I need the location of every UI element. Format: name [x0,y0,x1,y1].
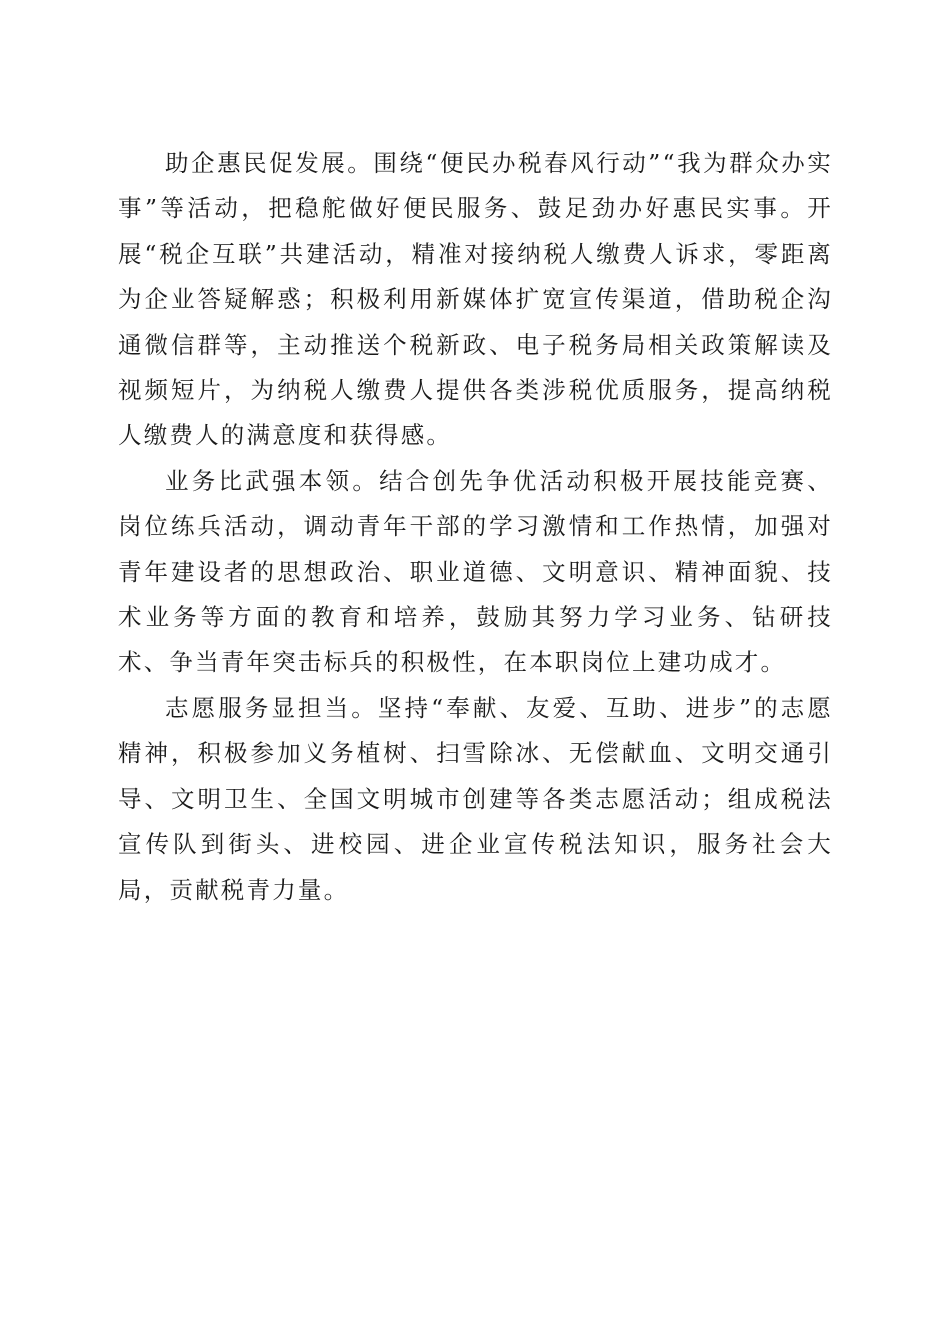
document-body [118,141,833,913]
paragraph-volunteer: 志愿服务显担当。坚持“奉献、友爱、互助、进步”的志愿精神，积极参加义务植树、扫雪除冰、无偿献血、文明交通引导、文明卫生、全国文明城市创建等各类志愿活动；组成税法宣传队到街头、进校园、进企业宣传税法知识，服务社会大局，贡献税青力量。 [118,693,833,904]
paragraph-skills: 业务比武强本领。结合创先争优活动积极开展技能竞赛、岗位练兵活动，调动青年干部的学习激情和工作热情，加强对青年建设者的思想政治、职业道德、文明意识、精神面貌、技术业务等方面的教育和培养，鼓励其努力学习业务、钻研技术、争当青年突击标兵的积极性，在本职岗位上建功成才。 [118,466,833,677]
paragraph-service: 助企惠民促发展。围绕“便民办税春风行动”“我为群众办实事”等活动，把稳舵做好便民服务、鼓足劲办好惠民实事。开展“税企互联”共建活动，精准对接纳税人缴费人诉求，零距离为企业答疑解惑；积极利用新媒体扩宽宣传渠道，借助税企沟通微信群等，主动推送个税新政、电子税务局相关政策解读及视频短片，为纳税人缴费人提供各类涉税优质服务，提高纳税人缴费人的满意度和获得感。 [118,149,833,450]
